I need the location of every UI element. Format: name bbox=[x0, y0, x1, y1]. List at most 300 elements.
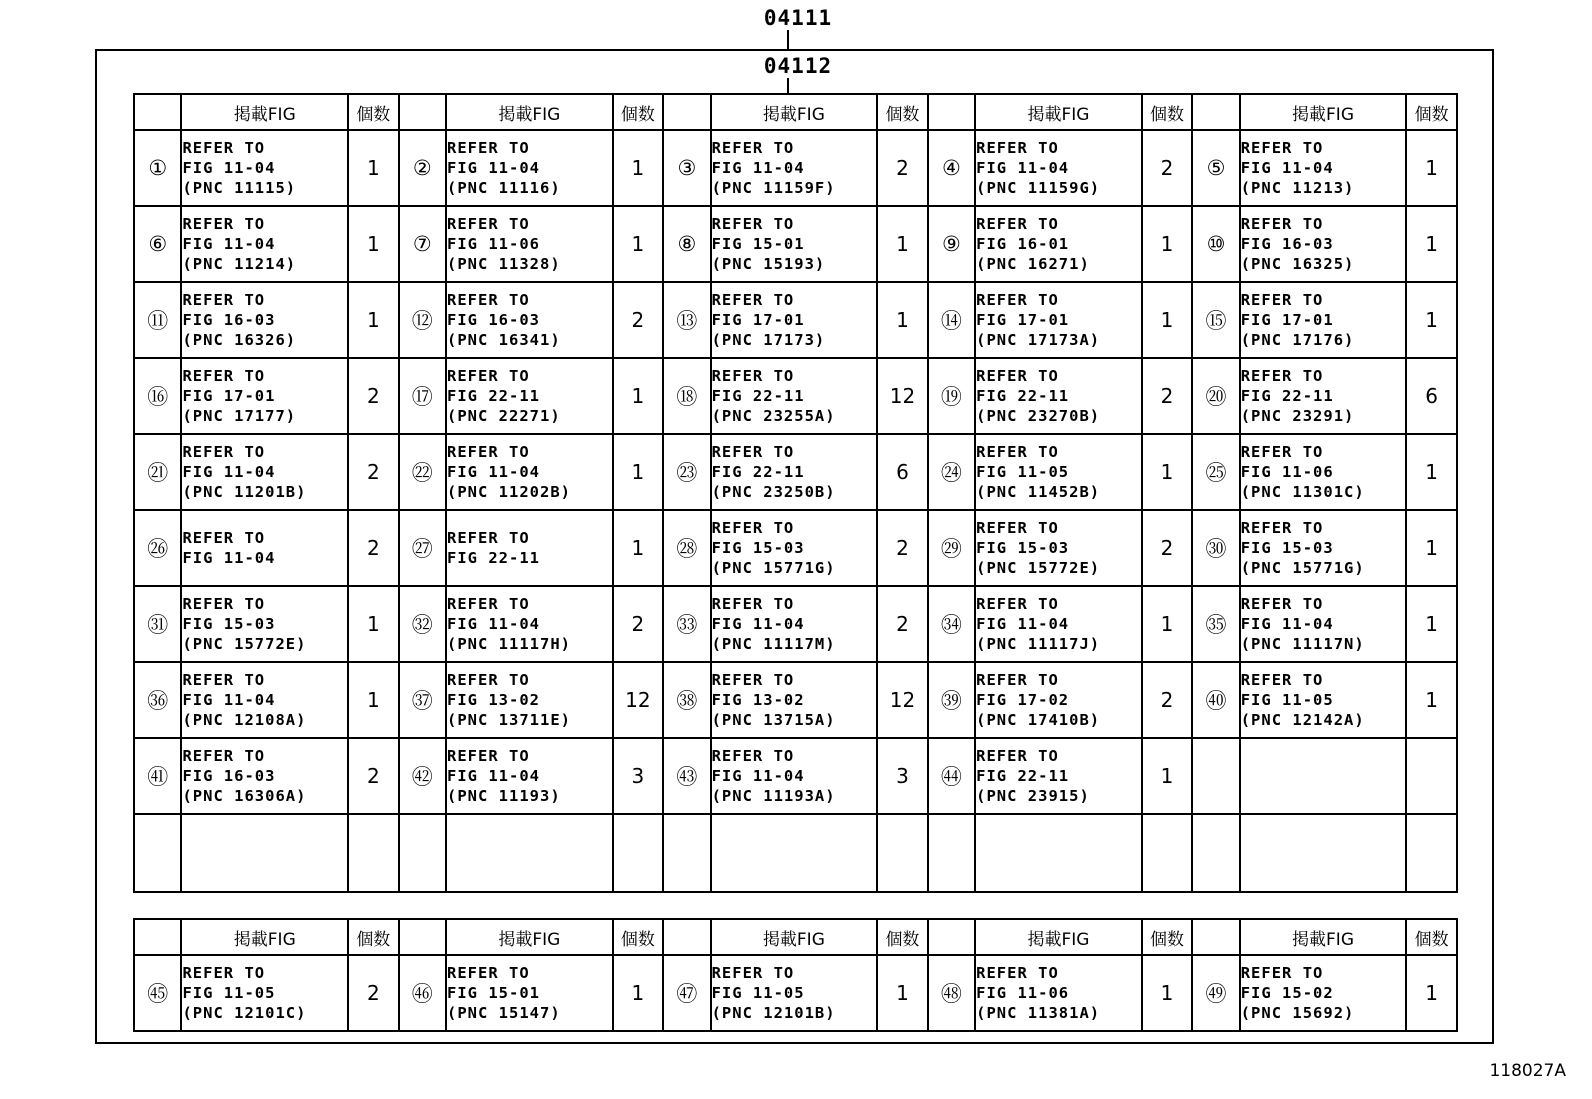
fig-reference bbox=[1240, 434, 1407, 510]
fig-reference bbox=[181, 955, 348, 1031]
fig-reference bbox=[1240, 955, 1407, 1031]
header-row bbox=[134, 919, 1457, 955]
fig-reference-line: FIG 22-11 bbox=[447, 387, 541, 405]
fig-reference-line: (PNC 12101C) bbox=[182, 1004, 307, 1022]
fig-reference bbox=[975, 955, 1142, 1031]
fig-reference bbox=[181, 130, 348, 206]
fig-reference bbox=[711, 738, 878, 814]
item-number: ⑰ bbox=[399, 358, 446, 434]
item-number: ㉟ bbox=[1192, 586, 1239, 662]
item-number: ㉓ bbox=[663, 434, 710, 510]
item-number: ㉚ bbox=[1192, 510, 1239, 586]
header-row bbox=[134, 94, 1457, 130]
item-number: ㊵ bbox=[1192, 662, 1239, 738]
fig-reference-line: (PNC 23291) bbox=[1240, 407, 1355, 425]
item-number: ㉔ bbox=[928, 434, 975, 510]
fig-reference-line: FIG 17-02 bbox=[976, 691, 1070, 709]
fig-reference bbox=[975, 510, 1142, 586]
header-ref-fig: 掲載FIG bbox=[1240, 919, 1407, 955]
quantity: 1 bbox=[1142, 206, 1192, 282]
fig-reference-line: REFER TO bbox=[711, 291, 795, 309]
fig-reference-line: REFER TO bbox=[711, 519, 795, 537]
item-number bbox=[134, 814, 181, 892]
parts-reference-table bbox=[133, 93, 1458, 893]
fig-reference-line: REFER TO bbox=[447, 215, 530, 233]
fig-reference-line: (PNC 11301C) bbox=[1240, 483, 1365, 501]
fig-reference bbox=[711, 282, 878, 358]
fig-reference-line: FIG 11-05 bbox=[711, 984, 805, 1002]
fig-reference bbox=[181, 206, 348, 282]
quantity: 2 bbox=[1142, 510, 1192, 586]
fig-reference-line: (PNC 11214) bbox=[182, 255, 297, 273]
fig-reference bbox=[975, 814, 1142, 892]
fig-reference-line: (PNC 11159G) bbox=[976, 179, 1101, 197]
fig-reference-line: FIG 15-03 bbox=[976, 539, 1070, 557]
fig-reference bbox=[446, 662, 613, 738]
fig-reference-line: (PNC 17410B) bbox=[976, 711, 1101, 729]
quantity: 2 bbox=[1142, 662, 1192, 738]
fig-reference-line: (PNC 17173A) bbox=[976, 331, 1101, 349]
quantity: 2 bbox=[348, 358, 398, 434]
fig-reference bbox=[1240, 662, 1407, 738]
fig-reference bbox=[975, 662, 1142, 738]
fig-reference bbox=[181, 434, 348, 510]
fig-reference bbox=[181, 586, 348, 662]
fig-reference-line: (PNC 15772E) bbox=[976, 559, 1101, 577]
fig-reference-line: FIG 11-04 bbox=[182, 549, 276, 567]
fig-reference-line: FIG 11-04 bbox=[711, 767, 805, 785]
item-number bbox=[399, 814, 446, 892]
header-ref-fig: 掲載FIG bbox=[181, 919, 348, 955]
fig-reference-line: REFER TO bbox=[1240, 595, 1324, 613]
header-number-cell bbox=[134, 919, 181, 955]
fig-reference-line: (PNC 13711E) bbox=[447, 711, 571, 729]
quantity: 2 bbox=[613, 282, 663, 358]
fig-reference-line: (PNC 15193) bbox=[711, 255, 826, 273]
fig-reference-line: (PNC 15147) bbox=[447, 1004, 561, 1022]
fig-reference bbox=[711, 955, 878, 1031]
fig-reference-line: REFER TO bbox=[711, 139, 795, 157]
fig-reference-line: (PNC 15772E) bbox=[182, 635, 307, 653]
drawing-id: 118027A bbox=[1489, 1061, 1566, 1081]
item-number: ㊸ bbox=[663, 738, 710, 814]
fig-reference-line: REFER TO bbox=[976, 964, 1059, 982]
quantity bbox=[1406, 814, 1457, 892]
quantity: 1 bbox=[1142, 586, 1192, 662]
fig-reference-line: REFER TO bbox=[447, 671, 530, 689]
fig-reference-line: REFER TO bbox=[711, 443, 795, 461]
fig-reference-line: (PNC 13715A) bbox=[711, 711, 836, 729]
header-ref-fig: 掲載FIG bbox=[711, 919, 878, 955]
item-number: ㉜ bbox=[399, 586, 446, 662]
fig-reference-line: FIG 22-11 bbox=[447, 549, 541, 567]
fig-reference bbox=[181, 510, 348, 586]
table-row bbox=[134, 738, 1457, 814]
fig-reference-line: REFER TO bbox=[182, 595, 266, 613]
fig-reference-line: FIG 11-06 bbox=[976, 984, 1070, 1002]
header-ref-fig: 掲載FIG bbox=[1240, 94, 1407, 130]
header-quantity: 個数 bbox=[1142, 919, 1192, 955]
quantity: 1 bbox=[348, 662, 398, 738]
fig-reference bbox=[975, 586, 1142, 662]
fig-reference-line: REFER TO bbox=[182, 215, 266, 233]
fig-reference-line: (PNC 11117M) bbox=[711, 635, 836, 653]
quantity: 1 bbox=[1142, 282, 1192, 358]
table-row bbox=[134, 586, 1457, 662]
fig-reference bbox=[446, 510, 613, 586]
item-number: ㉗ bbox=[399, 510, 446, 586]
fig-reference-line: (PNC 11115) bbox=[182, 179, 297, 197]
quantity: 3 bbox=[877, 738, 927, 814]
fig-reference-line: REFER TO bbox=[182, 529, 266, 547]
fig-reference-line: (PNC 23250B) bbox=[711, 483, 836, 501]
quantity bbox=[1142, 814, 1192, 892]
fig-reference bbox=[1240, 510, 1407, 586]
header-ref-fig: 掲載FIG bbox=[711, 94, 878, 130]
quantity bbox=[877, 814, 927, 892]
header-quantity: 個数 bbox=[613, 919, 663, 955]
header-ref-fig: 掲載FIG bbox=[181, 94, 348, 130]
fig-reference-line: FIG 15-03 bbox=[182, 615, 276, 633]
header-number-cell bbox=[663, 919, 710, 955]
item-number: ⑲ bbox=[928, 358, 975, 434]
fig-reference bbox=[711, 130, 878, 206]
item-number bbox=[1192, 738, 1239, 814]
fig-reference bbox=[711, 510, 878, 586]
fig-reference-line: FIG 11-04 bbox=[711, 159, 805, 177]
item-number: ㊹ bbox=[928, 738, 975, 814]
fig-reference-line: (PNC 23255A) bbox=[711, 407, 836, 425]
fig-reference-line: REFER TO bbox=[976, 215, 1059, 233]
quantity: 2 bbox=[613, 586, 663, 662]
fig-reference-line: (PNC 16325) bbox=[1240, 255, 1355, 273]
header-number-cell bbox=[1192, 94, 1239, 130]
fig-reference-line: REFER TO bbox=[976, 443, 1059, 461]
fig-reference-line: (PNC 11201B) bbox=[182, 483, 307, 501]
item-number bbox=[1192, 814, 1239, 892]
fig-reference-line: REFER TO bbox=[976, 367, 1059, 385]
fig-reference-line: (PNC 23915) bbox=[976, 787, 1090, 805]
header-quantity: 個数 bbox=[1406, 919, 1457, 955]
fig-reference bbox=[1240, 738, 1407, 814]
item-number: ㉘ bbox=[663, 510, 710, 586]
quantity: 1 bbox=[1406, 510, 1457, 586]
fig-reference-line: REFER TO bbox=[976, 139, 1059, 157]
fig-reference-line: REFER TO bbox=[1240, 671, 1324, 689]
fig-reference-line: REFER TO bbox=[182, 139, 266, 157]
quantity: 6 bbox=[877, 434, 927, 510]
fig-reference-line: REFER TO bbox=[711, 671, 795, 689]
fig-reference-line: (PNC 15692) bbox=[1240, 1004, 1355, 1022]
quantity bbox=[613, 814, 663, 892]
item-number: ⑳ bbox=[1192, 358, 1239, 434]
fig-reference-line: REFER TO bbox=[1240, 443, 1324, 461]
quantity: 1 bbox=[1406, 434, 1457, 510]
header-quantity: 個数 bbox=[1406, 94, 1457, 130]
header-quantity: 個数 bbox=[348, 94, 398, 130]
fig-reference-line: REFER TO bbox=[711, 595, 795, 613]
fig-reference bbox=[446, 358, 613, 434]
fig-reference-line: REFER TO bbox=[711, 747, 795, 765]
fig-reference-line: (PNC 23270B) bbox=[976, 407, 1101, 425]
quantity: 2 bbox=[1142, 130, 1192, 206]
quantity: 1 bbox=[877, 206, 927, 282]
item-number: ⑪ bbox=[134, 282, 181, 358]
fig-reference-line: (PNC 11193) bbox=[447, 787, 561, 805]
item-number: ㊲ bbox=[399, 662, 446, 738]
header-quantity: 個数 bbox=[1142, 94, 1192, 130]
quantity: 2 bbox=[348, 738, 398, 814]
fig-reference-line: FIG 11-04 bbox=[182, 235, 276, 253]
table-row bbox=[134, 814, 1457, 892]
quantity: 1 bbox=[1142, 955, 1192, 1031]
header-quantity: 個数 bbox=[877, 919, 927, 955]
fig-reference-line: FIG 15-03 bbox=[1240, 539, 1334, 557]
fig-reference-line: FIG 11-05 bbox=[182, 984, 276, 1002]
header-number-cell bbox=[134, 94, 181, 130]
item-number: ㊺ bbox=[134, 955, 181, 1031]
quantity: 2 bbox=[1142, 358, 1192, 434]
item-number: ② bbox=[399, 130, 446, 206]
quantity: 1 bbox=[1406, 206, 1457, 282]
fig-reference-line: REFER TO bbox=[976, 747, 1059, 765]
item-number: ⑤ bbox=[1192, 130, 1239, 206]
item-number bbox=[663, 814, 710, 892]
fig-reference-line: FIG 11-04 bbox=[182, 691, 276, 709]
fig-reference bbox=[711, 586, 878, 662]
fig-reference-line: (PNC 15771G) bbox=[1240, 559, 1365, 577]
fig-reference-line: REFER TO bbox=[976, 519, 1059, 537]
fig-reference-line: REFER TO bbox=[711, 964, 795, 982]
fig-reference-line: FIG 11-05 bbox=[1240, 691, 1334, 709]
header-number-cell bbox=[399, 919, 446, 955]
item-number: ⑱ bbox=[663, 358, 710, 434]
fig-reference-line: REFER TO bbox=[711, 215, 795, 233]
quantity: 1 bbox=[877, 282, 927, 358]
fig-reference-line: REFER TO bbox=[1240, 291, 1324, 309]
quantity: 1 bbox=[1142, 434, 1192, 510]
item-number bbox=[928, 814, 975, 892]
quantity bbox=[1406, 738, 1457, 814]
fig-reference-line: FIG 11-04 bbox=[711, 615, 805, 633]
header-ref-fig: 掲載FIG bbox=[975, 919, 1142, 955]
fig-reference bbox=[975, 738, 1142, 814]
fig-reference-line: (PNC 12142A) bbox=[1240, 711, 1365, 729]
fig-reference-line: FIG 11-06 bbox=[447, 235, 541, 253]
fig-reference bbox=[181, 282, 348, 358]
item-number: ⑮ bbox=[1192, 282, 1239, 358]
fig-reference bbox=[711, 662, 878, 738]
quantity: 1 bbox=[1406, 662, 1457, 738]
fig-reference-line: FIG 17-01 bbox=[1240, 311, 1334, 329]
fig-reference-line: FIG 11-04 bbox=[447, 159, 541, 177]
fig-reference-line: REFER TO bbox=[1240, 519, 1324, 537]
header-ref-fig: 掲載FIG bbox=[446, 94, 613, 130]
quantity: 6 bbox=[1406, 358, 1457, 434]
item-number: ⑬ bbox=[663, 282, 710, 358]
fig-reference-line: FIG 16-03 bbox=[447, 311, 541, 329]
fig-reference-line: (PNC 17176) bbox=[1240, 331, 1355, 349]
fig-reference bbox=[446, 434, 613, 510]
item-number: ⑭ bbox=[928, 282, 975, 358]
fig-reference-line: REFER TO bbox=[447, 367, 530, 385]
fig-reference-line: (PNC 11381A) bbox=[976, 1004, 1101, 1022]
fig-reference bbox=[1240, 358, 1407, 434]
fig-reference-line: FIG 16-03 bbox=[182, 311, 276, 329]
fig-reference-line: FIG 22-11 bbox=[1240, 387, 1334, 405]
fig-reference-line: FIG 22-11 bbox=[976, 767, 1070, 785]
quantity: 2 bbox=[877, 586, 927, 662]
item-number: ⑩ bbox=[1192, 206, 1239, 282]
item-number: ⑯ bbox=[134, 358, 181, 434]
item-number: ㉖ bbox=[134, 510, 181, 586]
fig-reference bbox=[446, 206, 613, 282]
fig-reference-line: REFER TO bbox=[976, 595, 1059, 613]
quantity: 3 bbox=[613, 738, 663, 814]
fig-reference-line: FIG 15-01 bbox=[711, 235, 805, 253]
fig-reference-line: (PNC 22271) bbox=[447, 407, 561, 425]
item-number: ① bbox=[134, 130, 181, 206]
item-number: ㊷ bbox=[399, 738, 446, 814]
item-number: ㉝ bbox=[663, 586, 710, 662]
item-number: ㊻ bbox=[399, 955, 446, 1031]
fig-reference bbox=[1240, 206, 1407, 282]
item-number: ⑫ bbox=[399, 282, 446, 358]
header-number-cell bbox=[928, 94, 975, 130]
fig-reference bbox=[1240, 586, 1407, 662]
item-number: ③ bbox=[663, 130, 710, 206]
fig-reference-line: REFER TO bbox=[182, 291, 266, 309]
fig-reference bbox=[181, 814, 348, 892]
fig-reference-line: REFER TO bbox=[447, 529, 530, 547]
fig-reference-line: FIG 22-11 bbox=[976, 387, 1070, 405]
header-quantity: 個数 bbox=[877, 94, 927, 130]
quantity: 1 bbox=[613, 130, 663, 206]
table-row bbox=[134, 434, 1457, 510]
item-number: ㊶ bbox=[134, 738, 181, 814]
quantity: 2 bbox=[348, 955, 398, 1031]
fig-reference bbox=[446, 738, 613, 814]
fig-reference-line: FIG 11-04 bbox=[1240, 615, 1334, 633]
header-number-cell bbox=[928, 919, 975, 955]
header-number-cell bbox=[663, 94, 710, 130]
quantity: 1 bbox=[877, 955, 927, 1031]
quantity: 1 bbox=[1406, 586, 1457, 662]
fig-reference-line: (PNC 12101B) bbox=[711, 1004, 836, 1022]
item-number: ㊼ bbox=[663, 955, 710, 1031]
fig-reference-line: REFER TO bbox=[976, 671, 1059, 689]
quantity: 1 bbox=[613, 358, 663, 434]
quantity: 1 bbox=[348, 130, 398, 206]
fig-reference bbox=[711, 206, 878, 282]
fig-reference bbox=[975, 358, 1142, 434]
fig-reference-line: FIG 15-02 bbox=[1240, 984, 1334, 1002]
fig-reference bbox=[975, 206, 1142, 282]
quantity: 1 bbox=[613, 510, 663, 586]
table-row bbox=[134, 955, 1457, 1031]
fig-reference-line: REFER TO bbox=[182, 964, 266, 982]
fig-reference-line: REFER TO bbox=[182, 443, 266, 461]
fig-reference-line: REFER TO bbox=[447, 139, 530, 157]
fig-reference-line: (PNC 16271) bbox=[976, 255, 1090, 273]
fig-reference-line: REFER TO bbox=[1240, 964, 1324, 982]
quantity bbox=[348, 814, 398, 892]
fig-reference-line: FIG 22-11 bbox=[711, 387, 805, 405]
fig-reference-line: FIG 13-02 bbox=[447, 691, 541, 709]
table-row bbox=[134, 282, 1457, 358]
fig-reference-line: (PNC 11117N) bbox=[1240, 635, 1365, 653]
item-number: ㉑ bbox=[134, 434, 181, 510]
fig-reference-line: (PNC 11116) bbox=[447, 179, 561, 197]
fig-reference-line: (PNC 12108A) bbox=[182, 711, 307, 729]
fig-reference-line: FIG 11-04 bbox=[447, 767, 541, 785]
fig-reference-line: (PNC 11117J) bbox=[976, 635, 1101, 653]
fig-reference bbox=[446, 282, 613, 358]
fig-reference-line: FIG 16-03 bbox=[182, 767, 276, 785]
fig-reference-line: FIG 11-04 bbox=[1240, 159, 1334, 177]
fig-reference-line: REFER TO bbox=[182, 747, 266, 765]
header-ref-fig: 掲載FIG bbox=[975, 94, 1142, 130]
subassembly-leader-line bbox=[787, 78, 789, 94]
quantity: 12 bbox=[877, 662, 927, 738]
fig-reference-line: REFER TO bbox=[182, 367, 266, 385]
header-ref-fig: 掲載FIG bbox=[446, 919, 613, 955]
item-number: ㉕ bbox=[1192, 434, 1239, 510]
fig-reference-line: FIG 11-04 bbox=[976, 615, 1070, 633]
assembly-code: 04111 bbox=[763, 6, 833, 30]
fig-reference bbox=[975, 434, 1142, 510]
fig-reference bbox=[1240, 814, 1407, 892]
fig-reference-line: (PNC 11202B) bbox=[447, 483, 571, 501]
quantity: 12 bbox=[877, 358, 927, 434]
fig-reference bbox=[181, 738, 348, 814]
fig-reference-line: FIG 13-02 bbox=[711, 691, 805, 709]
fig-reference-line: REFER TO bbox=[447, 595, 530, 613]
fig-reference-line: REFER TO bbox=[447, 747, 530, 765]
fig-reference-line: REFER TO bbox=[1240, 215, 1324, 233]
fig-reference-line: (PNC 16306A) bbox=[182, 787, 307, 805]
fig-reference bbox=[711, 434, 878, 510]
item-number: ㊱ bbox=[134, 662, 181, 738]
item-number: ㉞ bbox=[928, 586, 975, 662]
item-number: ㊽ bbox=[928, 955, 975, 1031]
header-number-cell bbox=[1192, 919, 1239, 955]
item-number: ㊳ bbox=[663, 662, 710, 738]
item-number: ㉒ bbox=[399, 434, 446, 510]
fig-reference bbox=[975, 130, 1142, 206]
assembly-leader-line bbox=[787, 30, 789, 50]
fig-reference-line: (PNC 15771G) bbox=[711, 559, 836, 577]
fig-reference-line: REFER TO bbox=[711, 367, 795, 385]
fig-reference-line: FIG 11-06 bbox=[1240, 463, 1334, 481]
item-number: ㊾ bbox=[1192, 955, 1239, 1031]
fig-reference-line: REFER TO bbox=[447, 964, 530, 982]
fig-reference bbox=[446, 814, 613, 892]
quantity: 1 bbox=[1142, 738, 1192, 814]
fig-reference-line: (PNC 11213) bbox=[1240, 179, 1355, 197]
fig-reference-line: FIG 17-01 bbox=[976, 311, 1070, 329]
fig-reference bbox=[711, 358, 878, 434]
fig-reference bbox=[181, 358, 348, 434]
table-row bbox=[134, 130, 1457, 206]
quantity: 2 bbox=[348, 434, 398, 510]
fig-reference-line: (PNC 11193A) bbox=[711, 787, 836, 805]
fig-reference-line: (PNC 17177) bbox=[182, 407, 297, 425]
item-number: ㊴ bbox=[928, 662, 975, 738]
fig-reference-line: FIG 15-01 bbox=[447, 984, 541, 1002]
fig-reference-line: FIG 11-04 bbox=[182, 159, 276, 177]
fig-reference-line: FIG 16-03 bbox=[1240, 235, 1334, 253]
